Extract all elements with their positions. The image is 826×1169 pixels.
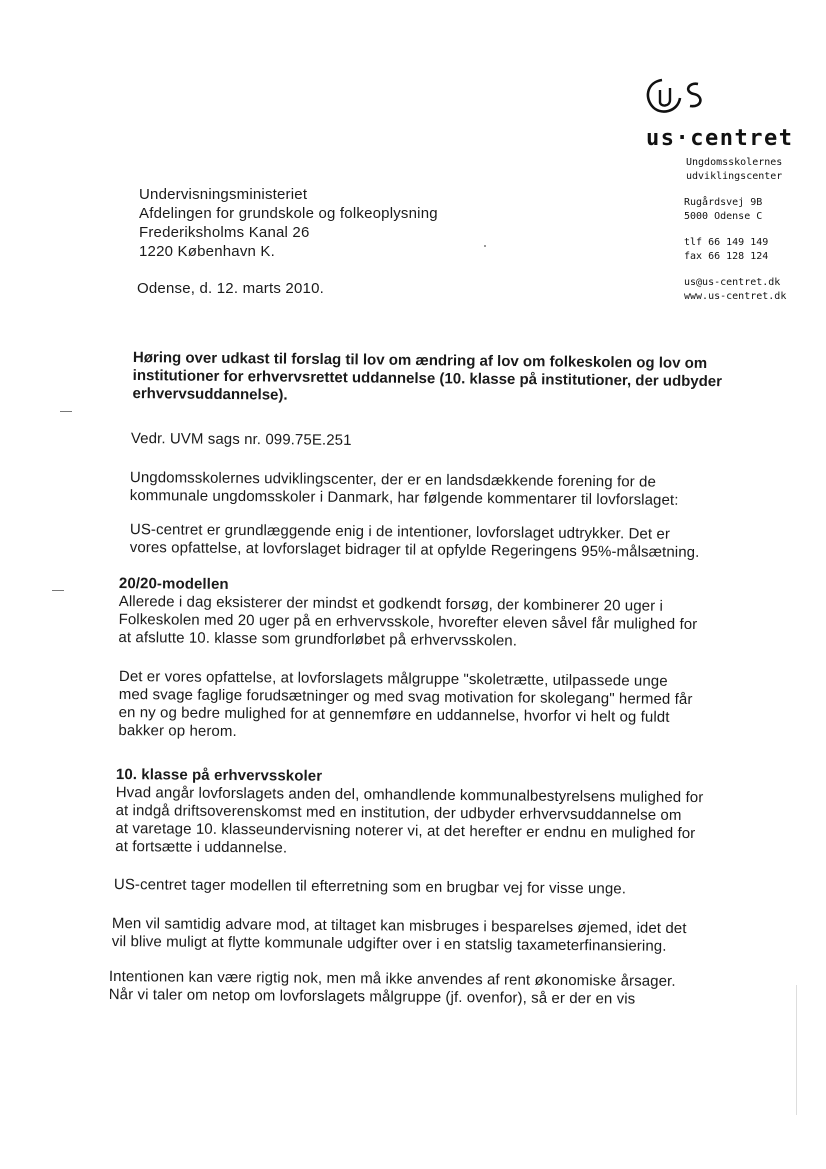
section-2020-model <box>118 575 697 652</box>
intro-paragraph <box>130 469 679 510</box>
intro-line: kommunale ungdomsskoler i Danmark, har følgende kommentarer til lovforslaget: <box>129 486 679 509</box>
section-line: Folkeskolen med 20 uger på en erhvervsskole, hvorefter eleven såvel får mulighed for <box>118 610 698 634</box>
section-line: at indgå driftsoverenskomst med en institution, der udbyder erhvervsuddannelse om <box>115 801 682 824</box>
recipient-line: Afdelingen for grundskole og folkeoplysning <box>139 205 438 222</box>
recipient-line: 1220 København K. <box>139 243 275 260</box>
paragraph-intention <box>109 968 676 1009</box>
letter-subject: Høring over udkast til forslag til lov om ændring af lov om folkeskolen og lov om institutioner for erhvervsrettet uddannelse (10. klasse på institutioner, der udbyder erhvervsuddannelse). <box>132 349 723 404</box>
recipient-line: Frederiksholms Kanal 26 <box>139 224 310 241</box>
recipient-address <box>139 185 438 261</box>
section-line: at fortsætte i uddannelse. <box>115 837 288 857</box>
email-link[interactable]: us@us-centret.dk <box>684 277 781 288</box>
section-line: at varetage 10. klasseundervisning noterer vi, at det herefter er endnu en mulighed for <box>115 819 696 843</box>
paragraph-line: US-centret er grundlæggende enig i de intentioner, lovforslaget udtrykker. Det er <box>129 521 671 543</box>
paragraph-line: vil blive muligt at flytte kommunale udgifter over i en statslig taxameterfinansiering. <box>111 932 667 955</box>
website-link[interactable]: www.us-centret.dk <box>684 291 787 302</box>
fax-line: fax 66 128 124 <box>684 251 769 262</box>
paragraph-line: US-centret tager modellen til efterretning som en brugbar vej for visse unge. <box>113 876 627 898</box>
paragraph-agreement <box>130 521 700 562</box>
org-line: udviklingscenter <box>686 171 783 182</box>
org-line: Ungdomsskolernes <box>686 157 783 168</box>
paragraph-target-group <box>118 668 692 745</box>
paragraph-line: en ny og bedre mulighed for at gennemføre en uddannelse, hvorfor vi helt og fuldt <box>118 703 670 726</box>
section-line: Hvad angår lovforslagets anden del, omhandlende kommunalbestyrelsens mulighed for <box>115 783 704 807</box>
brand-name: us·centret <box>646 126 794 151</box>
letterhead-address <box>684 196 762 224</box>
address-line: 5000 Odense C <box>684 211 763 222</box>
address-line: Rugårdsvej 9B <box>684 197 763 208</box>
paragraph-line: Når vi taler om netop om lovforslagets målgruppe (jf. ovenfor), så er der en vis <box>108 985 636 1008</box>
margin-mark <box>52 590 64 591</box>
us-centret-logo <box>640 72 720 120</box>
section-line: at afslutte 10. klasse som grundforløbet på erhvervsskolen. <box>118 628 518 650</box>
reference-line: Vedr. UVM sags nr. 099.75E.251 <box>130 430 352 449</box>
letterhead-org <box>686 156 782 184</box>
section-heading: 20/20-modellen <box>118 575 229 593</box>
paragraph-line: Men vil samtidig advare mod, at tiltaget kan misbruges i besparelses øjemed, idet det <box>111 915 687 938</box>
paragraph-line: bakker op herom. <box>118 721 237 741</box>
paragraph-line: Intentionen kan være rigtig nok, men må ikke anvendes af rent økonomiske årsager. <box>108 968 676 990</box>
letterhead-phones <box>684 236 768 264</box>
scan-edge-line <box>796 985 797 1115</box>
section-heading: 10. klasse på erhvervsskoler <box>115 766 323 785</box>
scan-speck <box>484 245 486 247</box>
intro-line: Ungdomsskolernes udviklingscenter, der er en landsdækkende forening for de <box>129 469 657 491</box>
section-line: Allerede i dag eksisterer der mindst et godkendt forsøg, der kombinerer 20 uger i <box>118 592 664 615</box>
case-reference <box>131 430 352 450</box>
paragraph-line: med svage faglige forudsætninger og med svag motivation for skolegang" hermed får <box>118 685 693 709</box>
letter-date: Odense, d. 12. marts 2010. <box>137 280 324 297</box>
margin-mark <box>60 411 72 412</box>
paragraph-line: Det er vores opfattelse, at lovforslagets målgruppe "skoletrætte, utilpassede unge <box>118 668 668 690</box>
section-10th-grade <box>115 766 703 861</box>
paragraph-line: vores opfattelse, at lovforslaget bidrager til at opfylde Regeringens 95%-målsætning. <box>129 538 700 561</box>
paragraph-acknowledge <box>114 876 626 898</box>
paragraph-warning <box>112 915 687 956</box>
recipient-line: Undervisningsministeriet <box>139 186 308 203</box>
phone-line: tlf 66 149 149 <box>684 237 769 248</box>
letterhead-web <box>684 276 786 304</box>
